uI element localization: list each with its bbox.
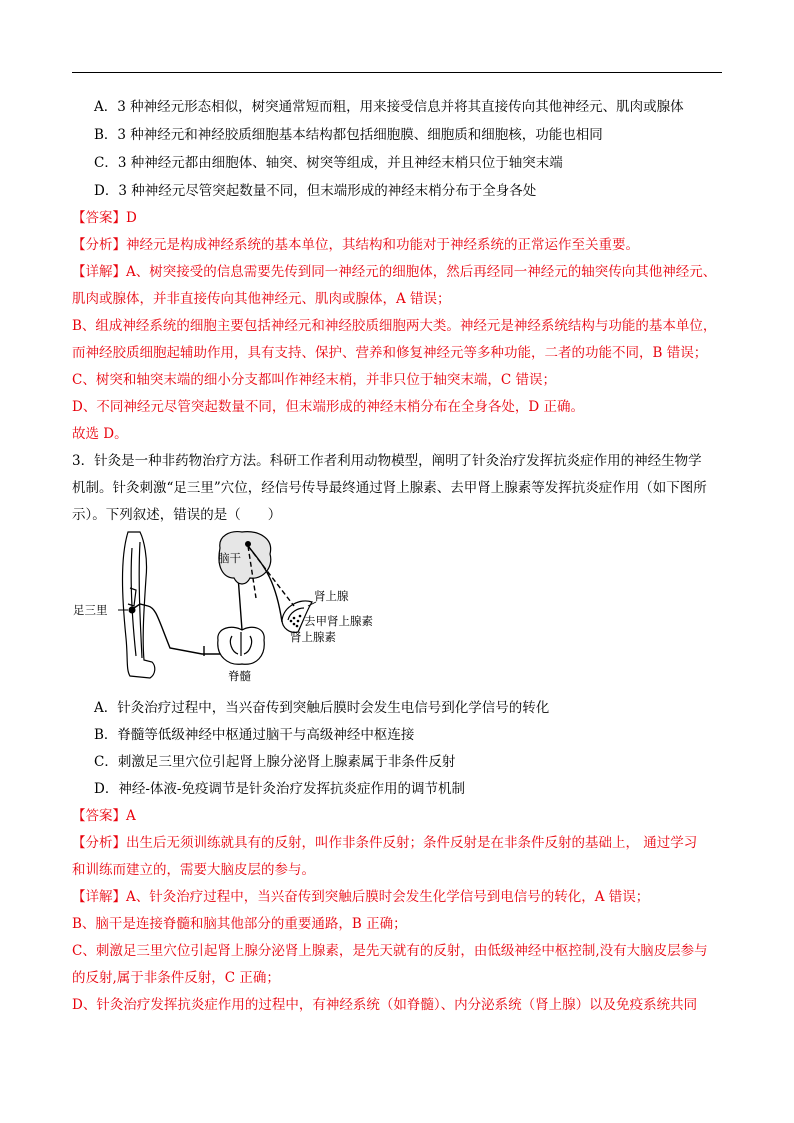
- brainstem-label: 脑干: [218, 551, 241, 565]
- q2-option-b: B．3 种神经元和神经胶质细胞基本结构都包括细胞膜、细胞质和细胞核，功能也相同: [94, 127, 603, 143]
- header-rule: [72, 72, 722, 73]
- q3-detail-line: C、刺激足三里穴位引起肾上腺分泌肾上腺素，是先天就有的反射，由低级神经中枢控制,没有大脑皮层参与: [72, 943, 708, 959]
- q2-answer: 【答案】D: [72, 210, 137, 226]
- q3-option-c: C．刺激足三里穴位引起肾上腺分泌肾上腺素属于非条件反射: [94, 754, 456, 770]
- afferent-nerve: [134, 604, 220, 654]
- q3-stem-line: 3．针灸是一种非药物治疗方法。科研工作者利用动物模型，阐明了针灸治疗发挥抗炎症作用的神经生物学: [72, 453, 702, 469]
- adrenal-label: 肾上腺: [314, 589, 349, 603]
- q3-option-d: D．神经-体液-免疫调节是针灸治疗发挥抗炎症作用的调节机制: [94, 781, 465, 797]
- q2-option-a: A．3 种神经元形态相似，树突通常短而粗，用来接受信息并将其直接传向其他神经元、肌肉或腺体: [94, 99, 684, 115]
- spinal-label: 脊髓: [228, 669, 251, 683]
- q3-analysis-line: 和训练而建立的，需要大脑皮层的参与。: [72, 862, 315, 878]
- q2-conclusion: 故选 D。: [72, 426, 128, 442]
- spinal-cord-drawing: [218, 627, 264, 664]
- q3-analysis-line: 【分析】出生后无须训练就具有的反射，叫作非条件反射；条件反射是在非条件反射的基础上， 通过学习: [72, 835, 698, 851]
- q2-detail-line: B、组成神经系统的细胞主要包括神经元和神经胶质细胞两大类。神经元是神经系统结构与功能的基本单位，: [72, 318, 717, 334]
- acupuncture-pathway-figure: [70, 528, 400, 688]
- q3-stem-line: 机制。针灸刺激“足三里”穴位，经信号传导最终通过肾上腺素、去甲肾上腺素等发挥抗炎症作用（如下图所: [72, 480, 707, 496]
- zusanli-label: 足三里: [73, 603, 108, 617]
- q2-option-c: C．3 种神经元都由细胞体、轴突、树突等组成，并且神经末梢只位于轴突末端: [94, 155, 563, 171]
- q3-detail-line: D、针灸治疗发挥抗炎症作用的过程中，有神经系统（如脊髓）、内分泌系统（肾上腺）以及免疫系统共同: [72, 997, 698, 1013]
- q2-detail-line: 【详解】A、树突接受的信息需要先传到同一神经元的细胞体，然后再经同一神经元的轴突传向其他神经元、: [72, 264, 717, 280]
- q2-detail-line: C、树突和轴突末端的细小分支都叫作神经末梢，并非只位于轴突末端，C 错误；: [72, 372, 556, 388]
- q3-stem-line: 示）。下列叙述，错误的是（ ）: [72, 507, 282, 523]
- q3-detail-line: 【详解】A、针灸治疗过程中，当兴奋传到突触后膜时会发生化学信号到电信号的转化，A 错误；: [72, 889, 650, 905]
- q2-option-d: D．3 种神经元尽管突起数量不同，但末端形成的神经末梢分布于全身各处: [94, 183, 537, 199]
- adrenaline-label: 肾上腺素: [290, 630, 336, 644]
- q2-detail-line: 而神经胶质细胞起辅助作用，具有支持、保护、营养和修复神经元等多种功能，二者的功能不同，B 错误；: [72, 345, 708, 361]
- q3-detail-line: B、脑干是连接脊髓和脑其他部分的重要通路，B 正确；: [72, 916, 407, 932]
- q3-option-a: A．针灸治疗过程中，当兴奋传到突触后膜时会发生电信号到化学信号的转化: [94, 700, 550, 716]
- noradrenaline-label: 去甲肾上腺素: [304, 614, 373, 628]
- q3-answer: 【答案】A: [72, 808, 136, 824]
- q3-option-b: B．脊髓等低级神经中枢通过脑干与高级神经中枢连接: [94, 727, 415, 743]
- noradrenaline-dots: [290, 615, 302, 628]
- q3-detail-line: 的反射,属于非条件反射，C 正确；: [72, 970, 280, 986]
- q2-analysis: 【分析】神经元是构成神经系统的基本单位，其结构和功能对于神经系统的正常运作至关重要。: [72, 237, 639, 253]
- q2-detail-line: 肌肉或腺体，并非直接传向其他神经元、肌肉或腺体，A 错误；: [72, 291, 451, 307]
- q2-detail-line: D、不同神经元尽管突起数量不同，但末端形成的神经末梢分布在全身各处，D 正确。: [72, 399, 584, 415]
